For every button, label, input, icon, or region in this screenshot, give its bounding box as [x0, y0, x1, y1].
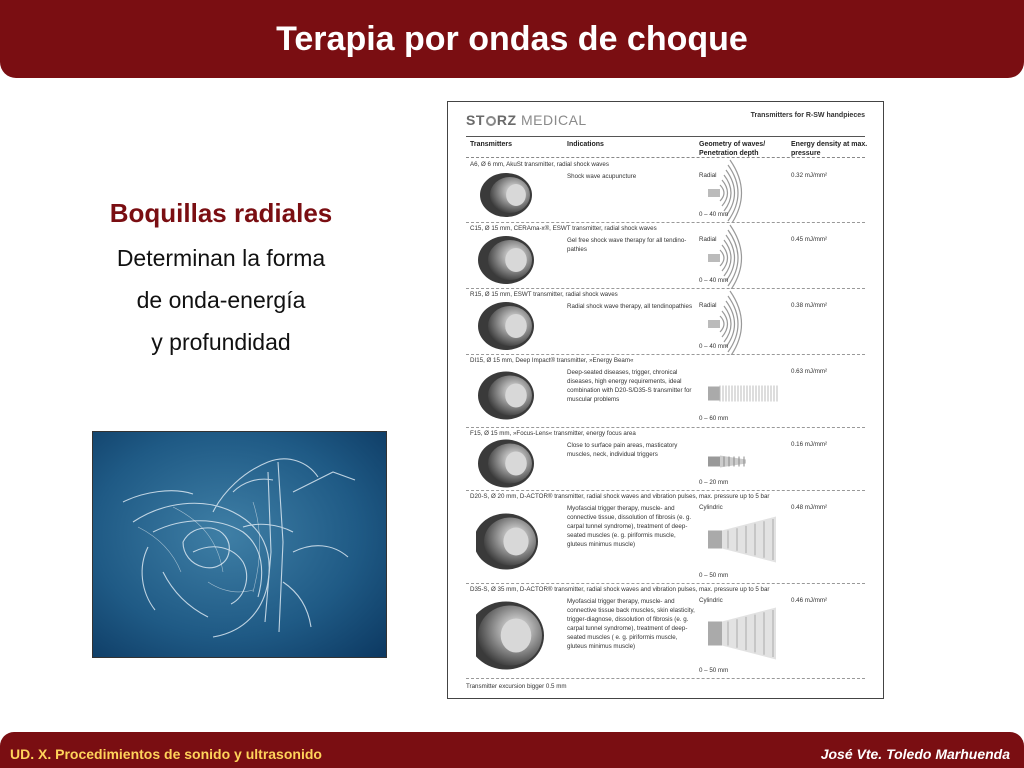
row-title: DI15, Ø 15 mm, Deep Impact® transmitter, »Energy Beam« — [470, 357, 634, 364]
table-header — [466, 136, 868, 158]
transmitter-tip-icon — [476, 428, 546, 491]
row-indication: Deep-seated diseases, trigger, chronical diseases, high energy requirements, ideal combination with D20-S/D35-S transmitter for muscular problems — [567, 369, 692, 403]
row-depth: 0 – 40 mm — [699, 277, 729, 284]
transmitter-tip-icon — [476, 159, 546, 223]
transmitter-tip-icon — [476, 491, 546, 584]
row-energy: 0.45 mJ/mm² — [791, 236, 828, 243]
transmitter-tip-icon — [476, 355, 546, 428]
title-bar — [0, 0, 1024, 78]
row-title: A6, Ø 6 mm, AkuSt transmitter, radial shock waves — [470, 161, 609, 168]
transmitter-row — [466, 159, 865, 223]
sheet-subtitle: Transmitters for R-SW handpieces — [750, 112, 865, 119]
row-depth: 0 – 50 mm — [699, 667, 729, 674]
transmitter-tip-icon — [476, 584, 546, 679]
slide-title: Terapia por ondas de choque — [276, 19, 748, 58]
row-energy: 0.48 mJ/mm² — [791, 504, 828, 511]
description-line-1: Determinan la forma — [116, 245, 326, 271]
row-energy: 0.32 mJ/mm² — [791, 172, 828, 179]
footer-author: José Vte. Toledo Marhuenda — [820, 746, 1010, 762]
row-indication: Close to surface pain areas, masticatory muscles, neck, individual triggers — [567, 442, 678, 458]
footer-course: UD. X. Procedimientos de sonido y ultrasonido — [10, 746, 322, 762]
row-geometry: Radial — [699, 172, 717, 179]
transmitter-row — [466, 355, 865, 428]
row-indication: Radial shock wave therapy, all tendinopathies — [567, 303, 693, 310]
brand-logo: ST RZ MEDICAL — [466, 112, 587, 128]
left-text-block — [60, 198, 382, 363]
row-depth: 0 – 50 mm — [699, 572, 729, 579]
transmitter-datasheet — [447, 101, 884, 699]
row-geometry: Cylindric — [699, 504, 723, 511]
row-geometry: Radial — [699, 302, 717, 309]
row-indication: Gel free shock wave therapy for all tendino-pathies — [567, 237, 687, 253]
brand-logo-o-icon — [486, 116, 496, 126]
row-title: F15, Ø 15 mm, »Focus-Lens« transmitter, energy focus area — [470, 430, 636, 437]
transmitter-row — [466, 223, 865, 289]
row-energy: 0.46 mJ/mm² — [791, 597, 828, 604]
row-depth: 0 – 60 mm — [699, 415, 729, 422]
sheet-footnote: Transmitter excursion bigger 0.5 mm — [466, 683, 567, 690]
row-title: D20-S, Ø 20 mm, D-ACTOR® transmitter, radial shock waves and vibration pulses, max. pressure up to 5 bar — [470, 493, 770, 500]
row-title: C15, Ø 15 mm, CERAma-x®, ESWT transmitter, radial shock waves — [470, 225, 657, 232]
xray-shoulder-image — [92, 431, 387, 658]
transmitter-row — [466, 584, 865, 679]
row-depth: 0 – 20 mm — [699, 479, 729, 486]
section-heading: Boquillas radiales — [109, 198, 333, 228]
row-energy: 0.38 mJ/mm² — [791, 302, 828, 309]
row-indication: Myofascial trigger therapy, muscle- and connective tissue back muscles, skin elasticity, trigger-diagnose, dissolution of fibrosis (e. g. carpal tunnel syndrome), treatment of deep-seated muscles ( e. g. piriformis muscle, gluteus minimus muscle) — [567, 598, 695, 650]
header-transmitters: Transmitters — [470, 141, 513, 148]
transmitter-row — [466, 428, 865, 491]
row-title: R15, Ø 15 mm, ESWT transmitter, radial shock waves — [470, 291, 618, 298]
row-title: D35-S, Ø 35 mm, D-ACTOR® transmitter, radial shock waves and vibration pulses, max. pressure up to 5 bar — [470, 586, 770, 593]
header-geometry: Geometry of waves/ Penetration depth — [699, 141, 766, 157]
row-depth: 0 – 40 mm — [699, 211, 729, 218]
row-depth: 0 – 40 mm — [699, 343, 729, 350]
row-geometry: Radial — [699, 236, 717, 243]
row-geometry: Cylindric — [699, 597, 723, 604]
header-energy: Energy density at max. pressure — [791, 141, 868, 157]
wave-pattern-icon — [706, 584, 786, 679]
row-energy: 0.16 mJ/mm² — [791, 441, 828, 448]
row-energy: 0.63 mJ/mm² — [791, 368, 828, 375]
transmitter-tip-icon — [476, 223, 546, 289]
row-indication: Myofascial trigger therapy, muscle- and connective tissue, dissolution of fibrosis (e. g. carpal tunnel syndrome), treatment of deep-seated muscles (e. g. piriformis muscle, gluteus minimus muscle) — [567, 505, 692, 548]
footer-bar — [0, 732, 1024, 768]
transmitter-row — [466, 289, 865, 355]
description-line-3: y profundidad — [151, 329, 291, 355]
wave-pattern-icon — [706, 491, 786, 584]
transmitter-row — [466, 491, 865, 584]
row-indication: Shock wave acupuncture — [567, 173, 637, 180]
description-line-2: de onda-energía — [136, 287, 306, 313]
header-indications: Indications — [567, 141, 604, 148]
transmitter-tip-icon — [476, 289, 546, 355]
